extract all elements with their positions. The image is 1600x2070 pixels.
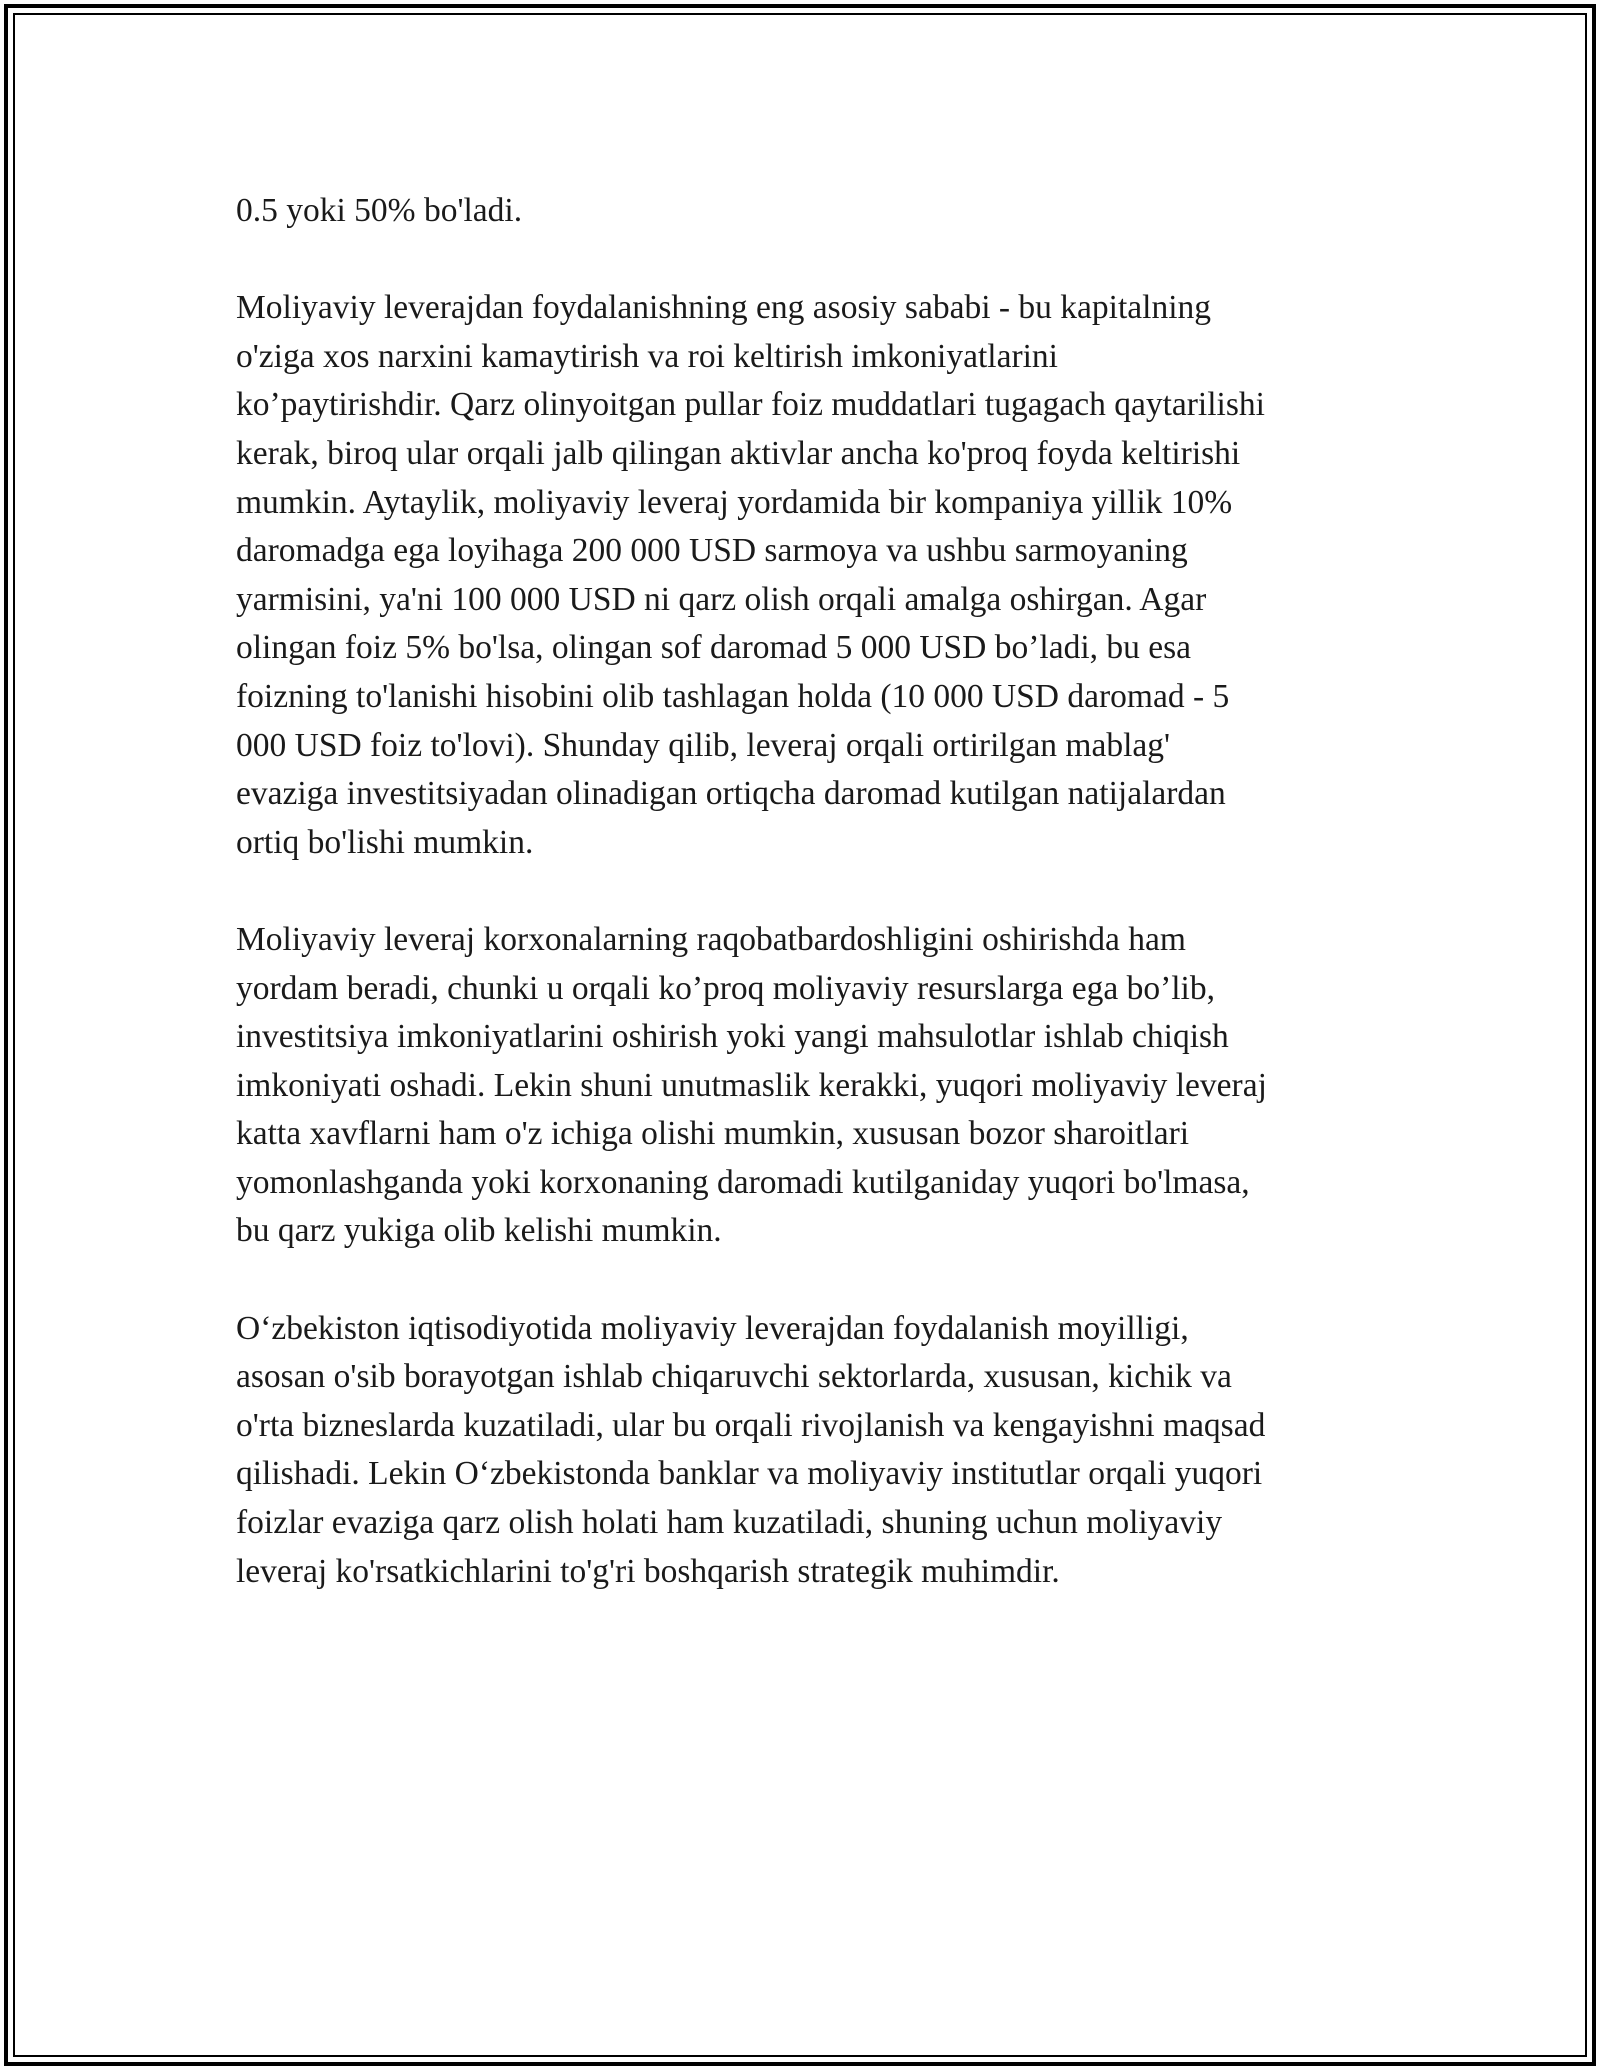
text-line: Moliyaviy leveraj korxonalarning raqobatbardoshligini oshirishda ham [236, 920, 1186, 958]
text-line: investitsiya imkoniyatlarini oshirish yoki yangi mahsulotlar ishlab chiqish [236, 1018, 1229, 1056]
text-line: ko’paytirishdir. Qarz olinyoitgan pullar foiz muddatlari tugagach qaytarilishi [236, 386, 1265, 424]
text-line: O‘zbekiston iqtisodiyotida moliyaviy leverajdan foydalanish moyilligi, [236, 1309, 1189, 1347]
text-line: yordam beradi, chunki u orqali ko’proq moliyaviy resurslarga ega bo’lib, [236, 969, 1215, 1007]
text-line: foizning to'lanishi hisobini olib tashlagan holda (10 000 USD daromad - 5 [236, 677, 1230, 715]
text-line: bu qarz yukiga olib kelishi mumkin. [236, 1212, 722, 1250]
text-line: ortiq bo'lishi mumkin. [236, 823, 534, 861]
text-line: Moliyaviy leverajdan foydalanishning eng asosiy sababi - bu kapitalning [236, 289, 1212, 327]
text-line: asosan o'sib borayotgan ishlab chiqaruvchi sektorlarda, xususan, kichik va [236, 1358, 1232, 1396]
text-line: kerak, biroq ular orqali jalb qilingan aktivlar ancha ko'proq foyda keltirishi [236, 434, 1241, 472]
text-line: mumkin. Aytaylik, moliyaviy leveraj yordamida bir kompaniya yillik 10% [236, 483, 1233, 521]
text-line: 0.5 yoki 50% bo'ladi. [236, 192, 523, 229]
text-line: o'rta bizneslarda kuzatiladi, ular bu orqali rivojlanish va kengayishni maqsad [236, 1406, 1266, 1444]
paragraph-uzbekistan [236, 1305, 1376, 1597]
text-line: qilishadi. Lekin O‘zbekistonda banklar va moliyaviy institutlar orqali yuqori [236, 1455, 1263, 1493]
text-line: katta xavflarni ham o'z ichiga olishi mumkin, xususan bozor sharoitlari [236, 1115, 1190, 1153]
paragraph-leverage-reason [236, 284, 1376, 867]
text-line: leveraj ko'rsatkichlarini to'g'ri boshqarish strategik muhimdir. [236, 1552, 1060, 1590]
text-line: olingan foiz 5% bo'lsa, olingan sof daromad 5 000 USD bo’ladi, bu esa [236, 629, 1192, 667]
text-line: o'ziga xos narxini kamaytirish va roi keltirish imkoniyatlarini [236, 337, 1058, 375]
text-line: 000 USD foiz to'lovi). Shunday qilib, leveraj orqali ortirilgan mablag' [236, 726, 1171, 764]
paragraph-intro-fragment [236, 187, 1376, 236]
document-body [236, 187, 1376, 1645]
text-line: evaziga investitsiyadan olinadigan ortiqcha daromad kutilgan natijalardan [236, 775, 1226, 813]
text-line: foizlar evaziga qarz olish holati ham kuzatiladi, shuning uchun moliyaviy [236, 1504, 1223, 1542]
paragraph-competitiveness [236, 916, 1376, 1256]
text-line: yarmisini, ya'ni 100 000 USD ni qarz olish orqali amalga oshirgan. Agar [236, 580, 1207, 618]
text-line: yomonlashganda yoki korxonaning daromadi kutilganiday yuqori bo'lmasa, [236, 1163, 1250, 1201]
text-line: imkoniyati oshadi. Lekin shuni unutmaslik kerakki, yuqori moliyaviy leveraj [236, 1066, 1267, 1104]
text-line: daromadga ega loyihaga 200 000 USD sarmoya va ushbu sarmoyaning [236, 532, 1188, 570]
